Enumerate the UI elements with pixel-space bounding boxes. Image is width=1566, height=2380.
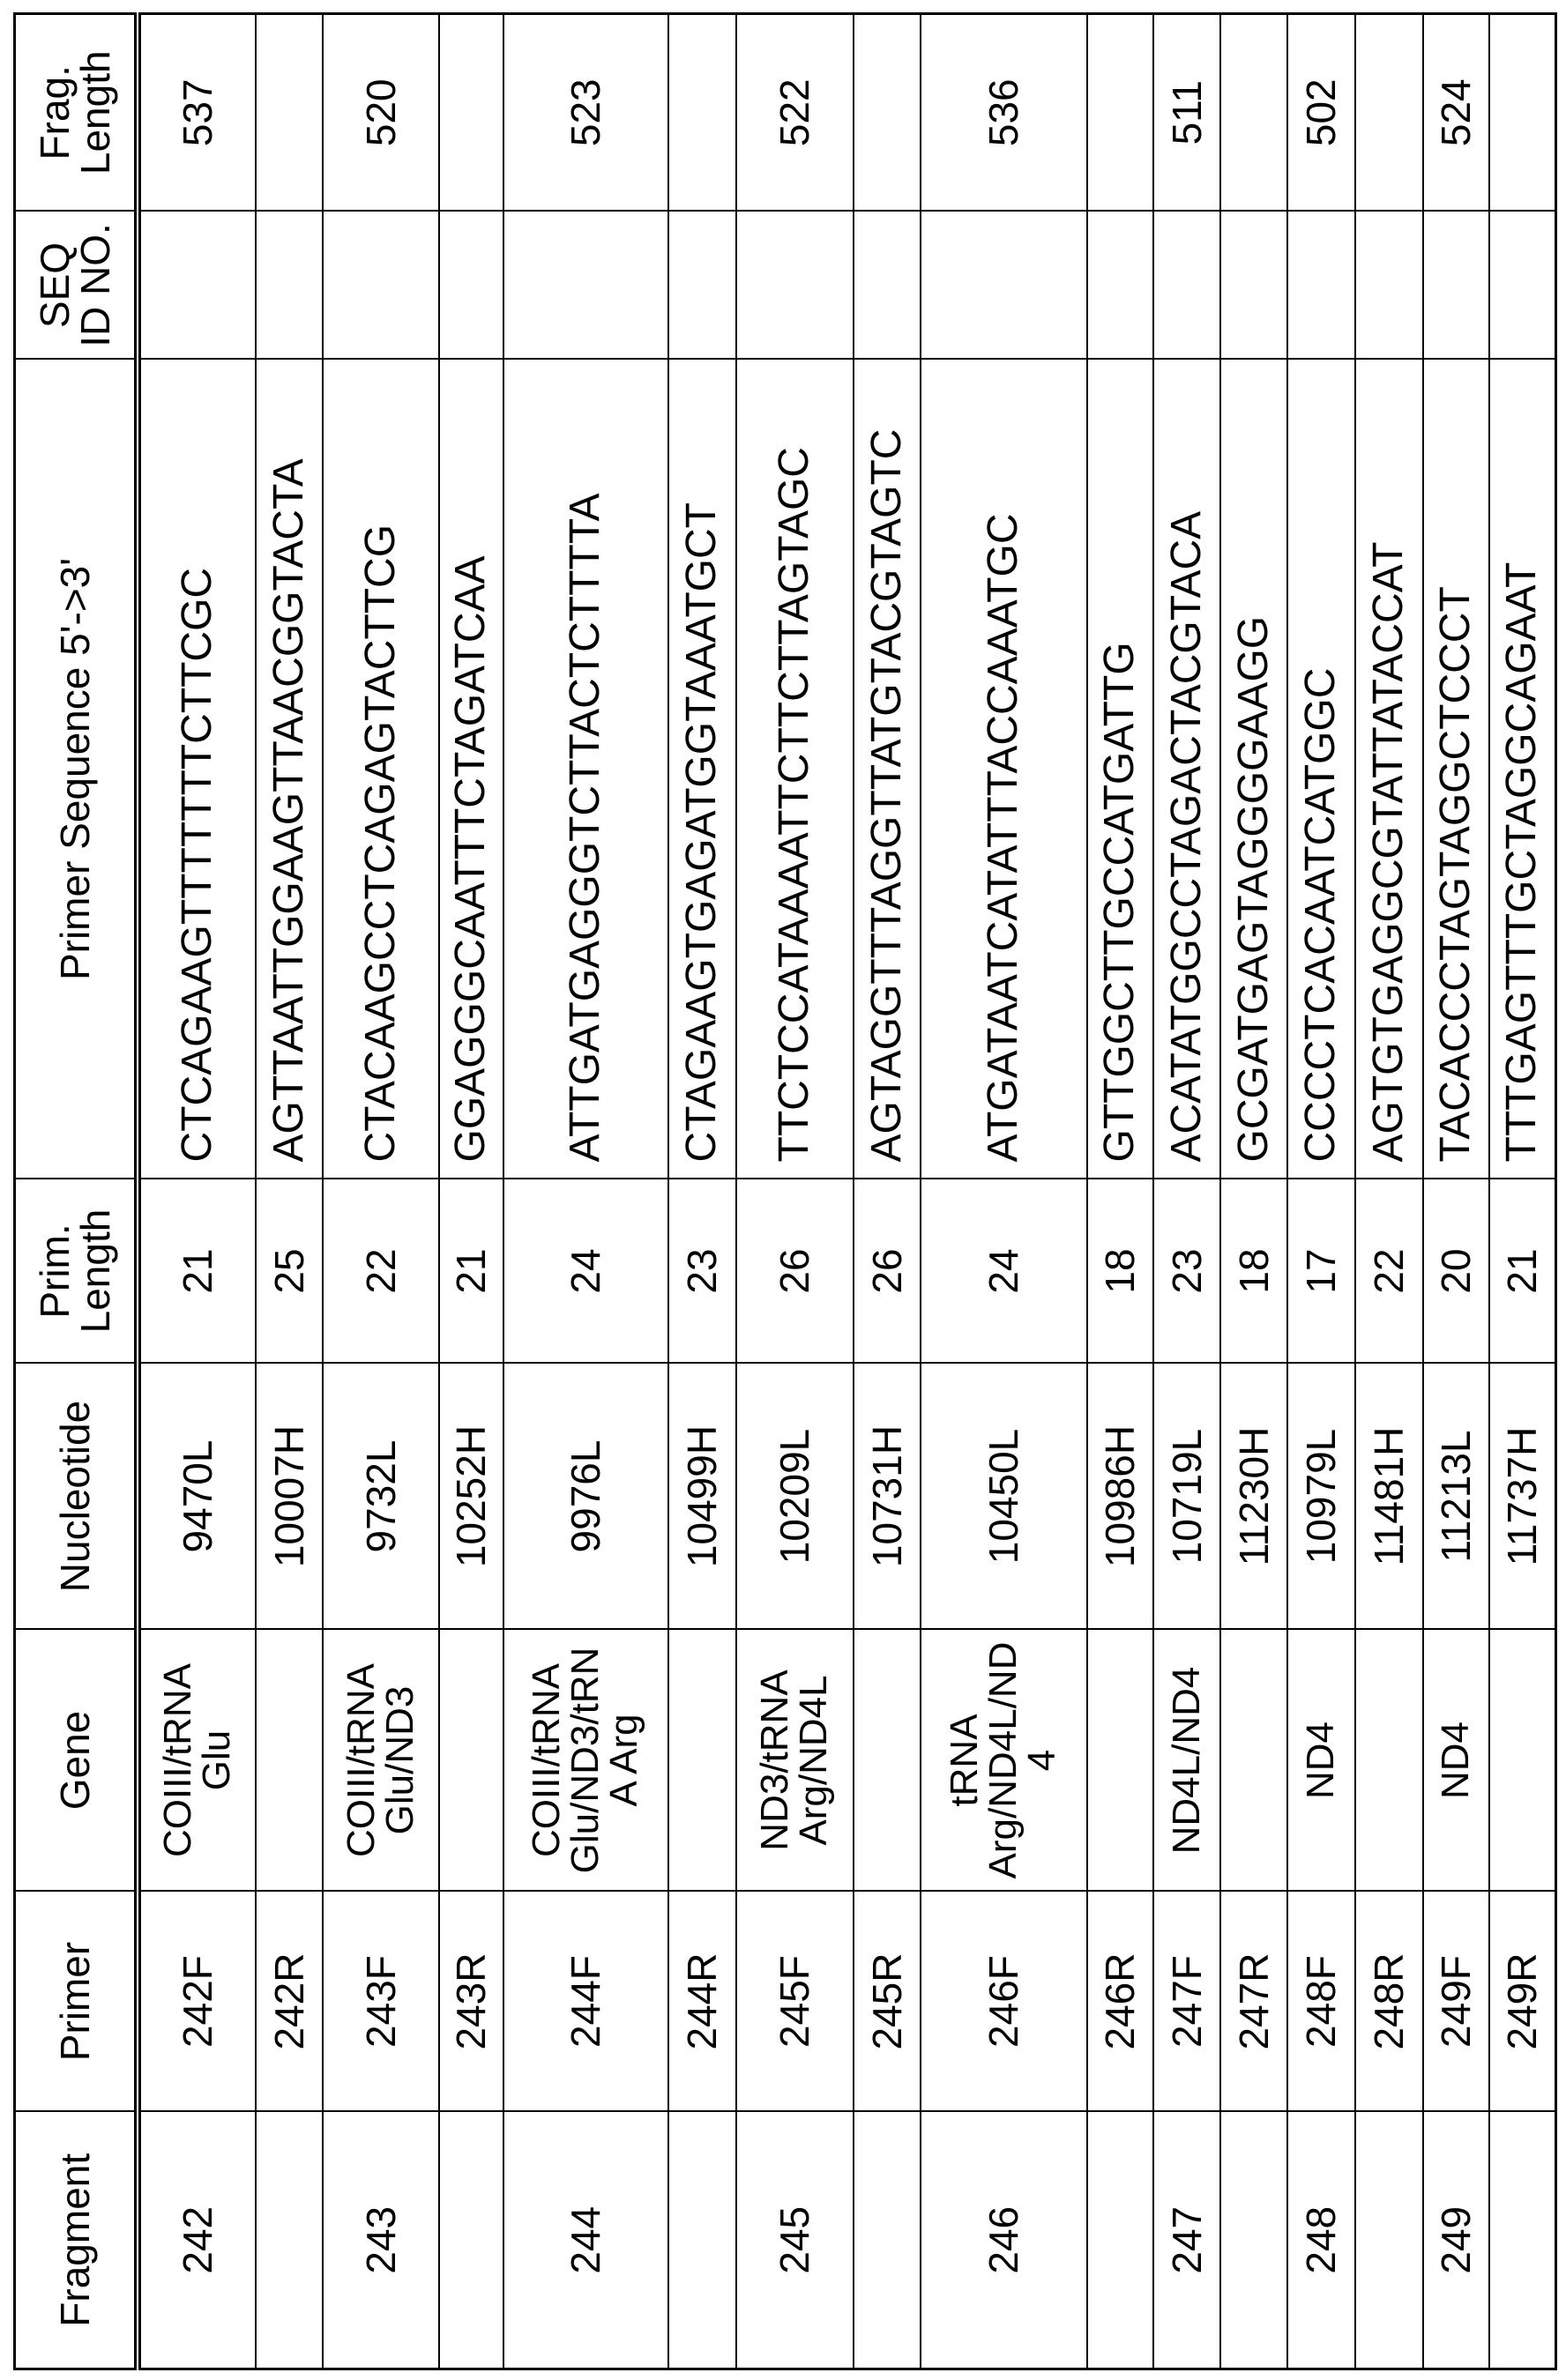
cell-frag-length [854, 14, 921, 212]
header-nucleotide: Nucleotide [15, 1364, 138, 1630]
header-prim-length: Prim. Length [15, 1179, 138, 1364]
cell-frag-length: 511 [1153, 14, 1220, 212]
cell-sequence: CTACAAGCCTCAGAGTACTTCG [323, 360, 439, 1179]
cell-frag-length [256, 14, 323, 212]
cell-prim-length: 18 [1220, 1179, 1287, 1364]
cell-frag-length: 523 [503, 14, 668, 212]
cell-prim-length: 22 [1355, 1179, 1423, 1364]
header-sequence: Primer Sequence 5'->3' [15, 360, 138, 1179]
cell-seq-id [1220, 212, 1287, 360]
table-row [1220, 14, 1287, 2369]
header-fragment: Fragment [15, 2112, 138, 2369]
cell-prim-length: 21 [1489, 1179, 1556, 1364]
cell-gene [1489, 1630, 1556, 1892]
cell-prim-length: 26 [736, 1179, 854, 1364]
cell-nucleotide: 9470L [138, 1364, 256, 1630]
header-seq-id: SEQ ID NO. [15, 212, 138, 360]
cell-nucleotide: 10719L [1153, 1364, 1220, 1630]
cell-nucleotide: 11481H [1355, 1364, 1423, 1630]
cell-gene [439, 1630, 503, 1892]
cell-fragment [1220, 2112, 1287, 2369]
cell-sequence: GTTGGCTTGCCATGATTG [1087, 360, 1153, 1179]
cell-seq-id [854, 212, 921, 360]
cell-fragment: 245 [736, 2112, 854, 2369]
table-row [1489, 14, 1556, 2369]
table-row [439, 14, 503, 2369]
cell-fragment [854, 2112, 921, 2369]
cell-prim-length: 23 [668, 1179, 736, 1364]
cell-nucleotide: 10731H [854, 1364, 921, 1630]
cell-seq-id [1355, 212, 1423, 360]
table-row [1153, 14, 1220, 2369]
cell-gene: ND3/tRNA Arg/ND4L [736, 1630, 854, 1892]
cell-fragment: 247 [1153, 2112, 1220, 2369]
cell-primer: 248R [1355, 1892, 1423, 2112]
cell-seq-id [921, 212, 1087, 360]
cell-gene: ND4 [1423, 1630, 1489, 1892]
cell-frag-length [439, 14, 503, 212]
cell-seq-id [439, 212, 503, 360]
cell-fragment: 249 [1423, 2112, 1489, 2369]
cell-fragment: 246 [921, 2112, 1087, 2369]
cell-gene [854, 1630, 921, 1892]
cell-nucleotide: 11230H [1220, 1364, 1287, 1630]
table-row [1287, 14, 1355, 2369]
cell-frag-length: 537 [138, 14, 256, 212]
cell-nucleotide: 10007H [256, 1364, 323, 1630]
cell-fragment: 244 [503, 2112, 668, 2369]
table-row [256, 14, 323, 2369]
cell-primer: 249F [1423, 1892, 1489, 2112]
cell-frag-length [1087, 14, 1153, 212]
cell-primer: 247R [1220, 1892, 1287, 2112]
cell-sequence: AGTGTGAGGCGTATTATACCAT [1355, 360, 1423, 1179]
cell-fragment [256, 2112, 323, 2369]
cell-primer: 246F [921, 1892, 1087, 2112]
cell-fragment: 243 [323, 2112, 439, 2369]
cell-sequence: TTCTCCATAAAATTCTTCTTAGTAGC [736, 360, 854, 1179]
cell-prim-length: 21 [138, 1179, 256, 1364]
cell-fragment [1087, 2112, 1153, 2369]
table-row [668, 14, 736, 2369]
cell-fragment [1355, 2112, 1423, 2369]
cell-fragment [1489, 2112, 1556, 2369]
cell-sequence: TTTGAGTTTGCTAGGCAGAAT [1489, 360, 1556, 1179]
cell-nucleotide: 10252H [439, 1364, 503, 1630]
cell-gene [1087, 1630, 1153, 1892]
cell-frag-length: 536 [921, 14, 1087, 212]
header-row [15, 14, 138, 2369]
cell-seq-id [1489, 212, 1556, 360]
cell-sequence: AGTTAATTGGAAGTTAACGGTACTA [256, 360, 323, 1179]
cell-nucleotide: 10450L [921, 1364, 1087, 1630]
cell-prim-length: 21 [439, 1179, 503, 1364]
table-row [921, 14, 1087, 2369]
cell-nucleotide: 10499H [668, 1364, 736, 1630]
cell-primer: 243F [323, 1892, 439, 2112]
table-row [736, 14, 854, 2369]
cell-frag-length [668, 14, 736, 212]
cell-gene [1220, 1630, 1287, 1892]
table-row [503, 14, 668, 2369]
cell-frag-length [1355, 14, 1423, 212]
cell-frag-length [1489, 14, 1556, 212]
cell-frag-length: 502 [1287, 14, 1355, 212]
header-primer: Primer [15, 1892, 138, 2112]
cell-primer: 249R [1489, 1892, 1556, 2112]
cell-gene: tRNA Arg/ND4L/ND 4 [921, 1630, 1087, 1892]
cell-nucleotide: 11737H [1489, 1364, 1556, 1630]
cell-seq-id [668, 212, 736, 360]
header-gene: Gene [15, 1630, 138, 1892]
cell-sequence: ATGATAATCATATTTACCAAATGC [921, 360, 1087, 1179]
cell-seq-id [736, 212, 854, 360]
cell-gene [668, 1630, 736, 1892]
cell-gene: COIII/tRNA Glu/ND3 [323, 1630, 439, 1892]
cell-primer: 242R [256, 1892, 323, 2112]
cell-primer: 247F [1153, 1892, 1220, 2112]
cell-sequence: GCGATGAGTAGGGGAAGG [1220, 360, 1287, 1179]
cell-frag-length [1220, 14, 1287, 212]
cell-seq-id [256, 212, 323, 360]
cell-frag-length: 524 [1423, 14, 1489, 212]
cell-prim-length: 17 [1287, 1179, 1355, 1364]
cell-prim-length: 20 [1423, 1179, 1489, 1364]
cell-fragment: 248 [1287, 2112, 1355, 2369]
cell-prim-length: 23 [1153, 1179, 1220, 1364]
cell-fragment [439, 2112, 503, 2369]
cell-frag-length: 522 [736, 14, 854, 212]
rotated-table-page [13, 15, 1555, 2370]
cell-nucleotide: 10979L [1287, 1364, 1355, 1630]
cell-prim-length: 24 [921, 1179, 1087, 1364]
cell-gene: ND4 [1287, 1630, 1355, 1892]
cell-fragment [668, 2112, 736, 2369]
cell-sequence: CTCAGAAGTTTTTTTCTTCGC [138, 360, 256, 1179]
table-row [1423, 14, 1489, 2369]
cell-prim-length: 18 [1087, 1179, 1153, 1364]
cell-seq-id [503, 212, 668, 360]
cell-nucleotide: 11213L [1423, 1364, 1489, 1630]
cell-gene: COIII/tRNA Glu/ND3/tRN A Arg [503, 1630, 668, 1892]
cell-gene [256, 1630, 323, 1892]
cell-sequence: AGTAGGTTTAGGTTATGTACGTAGTC [854, 360, 921, 1179]
cell-primer: 246R [1087, 1892, 1153, 2112]
table-row [1087, 14, 1153, 2369]
table-row [854, 14, 921, 2369]
cell-primer: 245F [736, 1892, 854, 2112]
table-row [1355, 14, 1423, 2369]
cell-gene: COIII/tRNA Glu [138, 1630, 256, 1892]
cell-primer: 244F [503, 1892, 668, 2112]
cell-sequence: CCCCTCACAATCATGGC [1287, 360, 1355, 1179]
cell-sequence: GGAGGGCAATTTCTAGATCAA [439, 360, 503, 1179]
cell-prim-length: 22 [323, 1179, 439, 1364]
primer-table [13, 12, 1557, 2370]
cell-seq-id [1153, 212, 1220, 360]
cell-primer: 242F [138, 1892, 256, 2112]
cell-sequence: CTAGAAGTGAGATGGTAAATGCT [668, 360, 736, 1179]
cell-nucleotide: 10209L [736, 1364, 854, 1630]
table-row [138, 14, 256, 2369]
cell-sequence: ACATATGGCCTAGACTACGTACA [1153, 360, 1220, 1179]
cell-primer: 243R [439, 1892, 503, 2112]
cell-nucleotide: 9976L [503, 1364, 668, 1630]
cell-nucleotide: 10986H [1087, 1364, 1153, 1630]
cell-sequence: TACACCCTAGTAGGCTCCCT [1423, 360, 1489, 1179]
cell-seq-id [1287, 212, 1355, 360]
cell-primer: 248F [1287, 1892, 1355, 2112]
cell-seq-id [323, 212, 439, 360]
cell-primer: 244R [668, 1892, 736, 2112]
cell-fragment: 242 [138, 2112, 256, 2369]
cell-prim-length: 25 [256, 1179, 323, 1364]
cell-frag-length: 520 [323, 14, 439, 212]
cell-prim-length: 24 [503, 1179, 668, 1364]
cell-gene [1355, 1630, 1423, 1892]
cell-seq-id [1087, 212, 1153, 360]
table-row [323, 14, 439, 2369]
header-frag-length: Frag. Length [15, 14, 138, 212]
cell-gene: ND4L/ND4 [1153, 1630, 1220, 1892]
cell-seq-id [138, 212, 256, 360]
table-body [138, 14, 1556, 2369]
cell-sequence: ATTGATGAGGGTCTTACTCTTTTA [503, 360, 668, 1179]
cell-nucleotide: 9732L [323, 1364, 439, 1630]
cell-prim-length: 26 [854, 1179, 921, 1364]
cell-seq-id [1423, 212, 1489, 360]
cell-primer: 245R [854, 1892, 921, 2112]
